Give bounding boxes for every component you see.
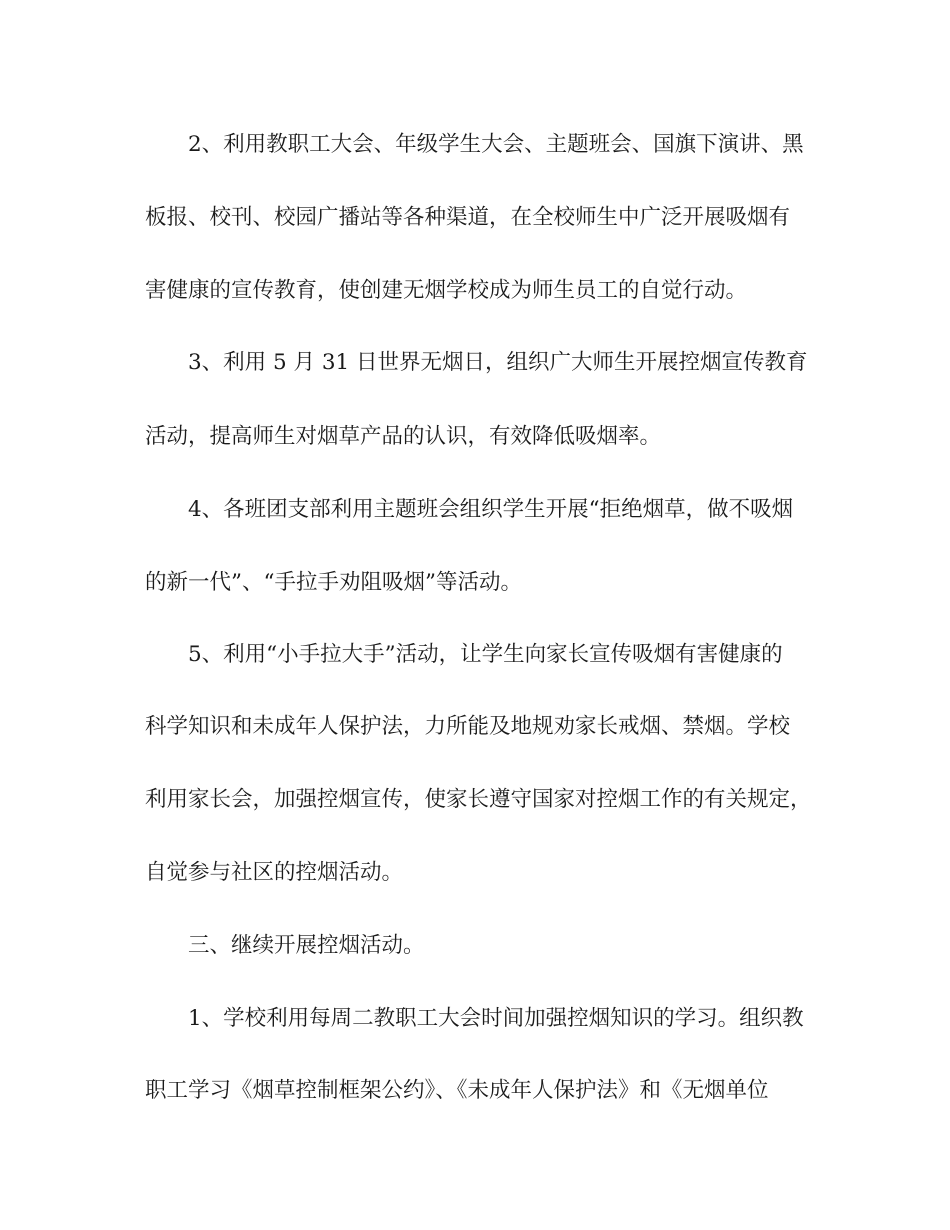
paragraph-5-line-3: 利用家长会，加强控烟宣传，使家长遵守国家对控烟工作的有关规定， bbox=[145, 787, 812, 812]
paragraph-3-line-2: 活动，提高师生对烟草产品的认识，有效降低吸烟率。 bbox=[145, 424, 662, 449]
paragraph-5-line-2: 科学知识和未成年人保护法，力所能及地规劝家长戒烟、禁烟。学校 bbox=[145, 714, 791, 739]
section-heading: 三、继续开展控烟活动。 bbox=[188, 933, 425, 958]
paragraph-6-line-1: 1、学校利用每周二教职工大会时间加强控烟知识的学习。组织教 bbox=[188, 1006, 804, 1031]
paragraph-5-line-1: 5、利用“小手拉大手”活动，让学生向家长宣传吸烟有害健康的 bbox=[188, 642, 783, 667]
paragraph-4-line-1: 4、各班团支部利用主题班会组织学生开展“拒绝烟草，做不吸烟 bbox=[188, 497, 794, 522]
paragraph-2-line-3: 害健康的宣传教育，使创建无烟学校成为师生员工的自觉行动。 bbox=[145, 278, 748, 303]
paragraph-4-line-2: 的新一代”、“手拉手劝阻吸烟”等活动。 bbox=[145, 570, 522, 595]
paragraph-2-line-2: 板报、校刊、校园广播站等各种渠道，在全校师生中广泛开展吸烟有 bbox=[145, 205, 791, 230]
paragraph-3-line-1: 3、利用 5 月 31 日世界无烟日，组织广大师生开展控烟宣传教育 bbox=[188, 350, 808, 375]
paragraph-5-line-4: 自觉参与社区的控烟活动。 bbox=[145, 860, 404, 885]
paragraph-2-line-1: 2、利用教职工大会、年级学生大会、主题班会、国旗下演讲、黑 bbox=[188, 132, 804, 157]
paragraph-6-line-2: 职工学习《烟草控制框架公约》、《未成年人保护法》和《无烟单位 bbox=[145, 1078, 769, 1103]
